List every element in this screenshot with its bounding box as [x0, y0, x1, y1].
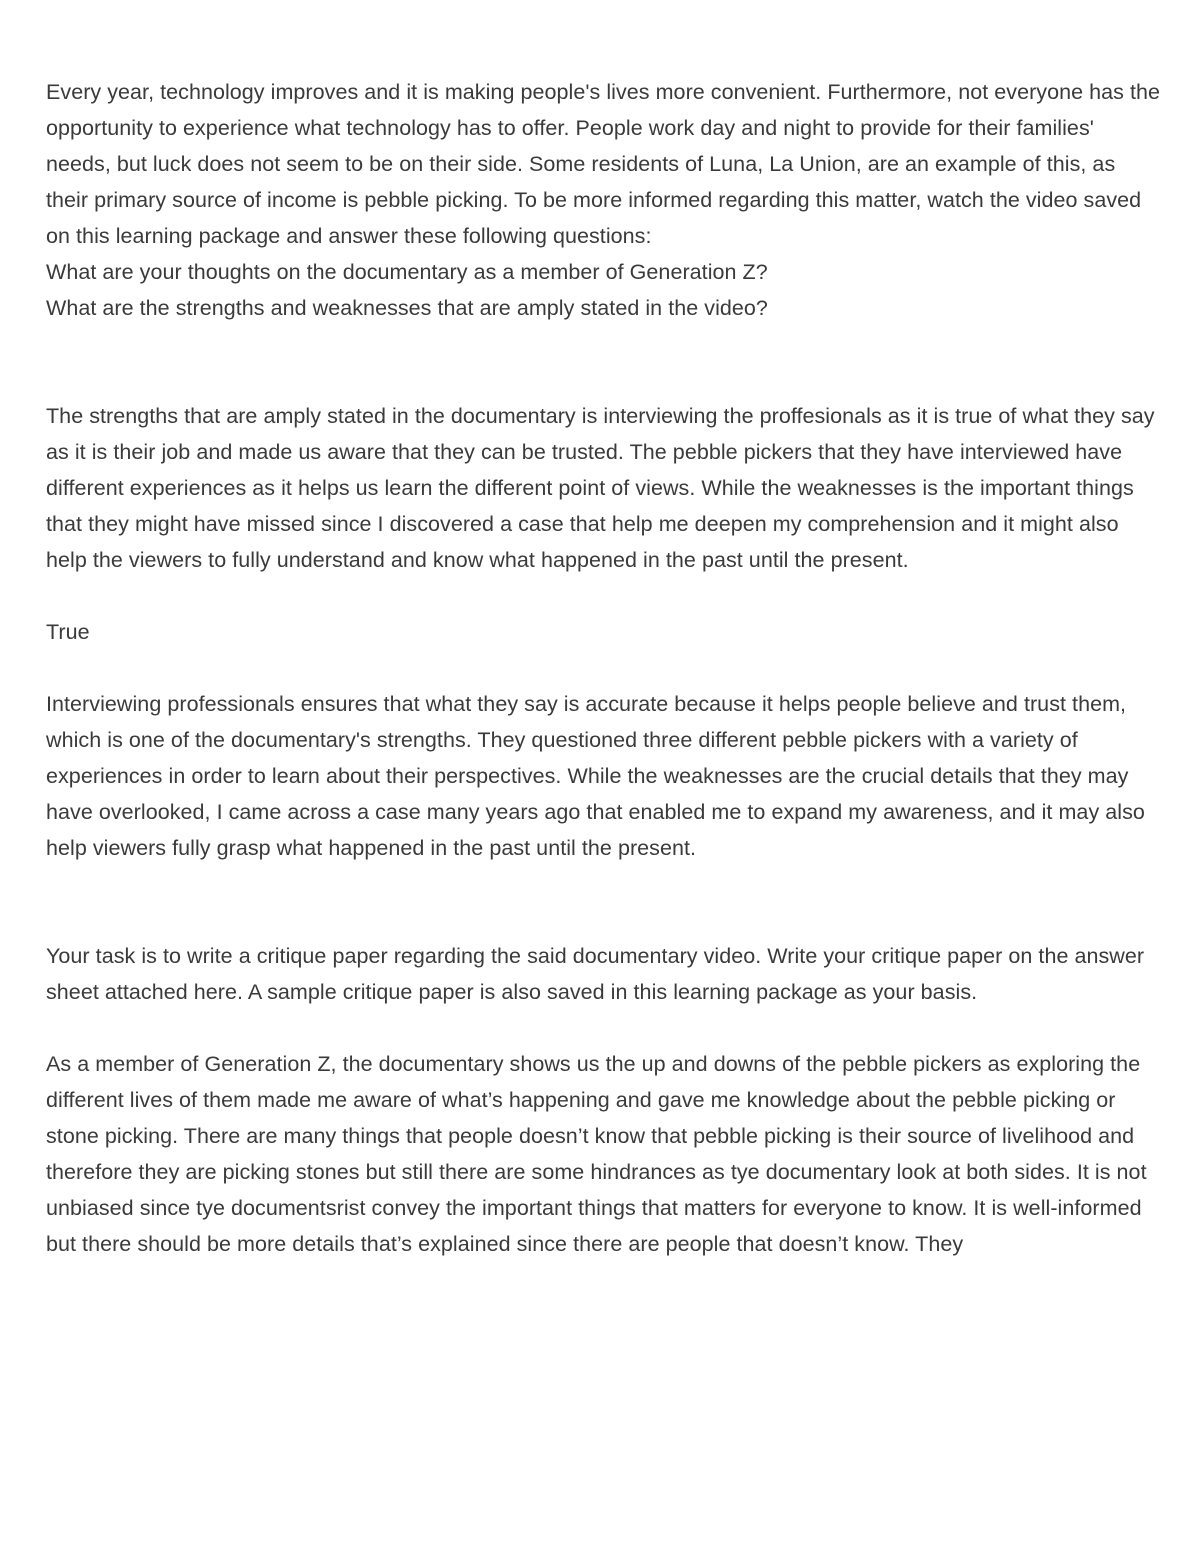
intro-paragraph: Every year, technology improves and it is making people's lives more convenient. Furthermore, not everyone has the opportunity to experience what technology has to offer. People work day and night to provide for their families' needs, but luck does not seem to be on their side. Some residents of Luna, La Union, are an example of this, as their primary source of income is pebble picking. To be more informed regarding this matter, watch the video saved on this learning package and answer these following questions: [46, 80, 1161, 248]
question-2: What are the strengths and weaknesses that are amply stated in the video? [46, 296, 768, 320]
spacer [46, 866, 1161, 938]
spacer [46, 1010, 1161, 1046]
spacer [46, 326, 1161, 398]
task-paragraph: Your task is to write a critique paper regarding the said documentary video. Write your critique paper on the answer sheet attached here. A sample critique paper is also saved in this learning package as your basis. [46, 944, 1145, 1004]
answer-paragraph-2: Interviewing professionals ensures that what they say is accurate because it helps people believe and trust them, which is one of the documentary's strengths. They questioned three different pebble pickers with a variety of experiences in order to learn about their perspectives. While the weaknesses are the crucial details that they may have overlooked, I came across a case many years ago that enabled me to expand my awareness, and it may also help viewers fully grasp what happened in the past until the present. [46, 692, 1145, 860]
spacer [46, 578, 1161, 614]
true-label: True [46, 620, 90, 644]
document-body [46, 74, 1161, 1262]
critique-paragraph: As a member of Generation Z, the documentary shows us the up and downs of the pebble pickers as exploring the different lives of them made me aware of what’s happening and gave me knowledge about the pebble picking or stone picking. There are many things that people doesn’t know that pebble picking is their source of livelihood and therefore they are picking stones but still there are some hindrances as tye documentary look at both sides. It is not unbiased since tye documentsrist convey the important things that matters for everyone to know. It is well-informed but there should be more details that’s explained since there are people that doesn’t know. They [46, 1052, 1147, 1256]
question-1: What are your thoughts on the documentary as a member of Generation Z? [46, 260, 768, 284]
answer-paragraph-1: The strengths that are amply stated in the documentary is interviewing the proffesionals as it is true of what they say as it is their job and made us aware that they can be trusted. The pebble pickers that they have interviewed have different experiences as it helps us learn the different point of views. While the weaknesses is the important things that they might have missed since I discovered a case that help me deepen my comprehension and it might also help the viewers to fully understand and know what happened in the past until the present. [46, 404, 1155, 572]
spacer [46, 650, 1161, 686]
